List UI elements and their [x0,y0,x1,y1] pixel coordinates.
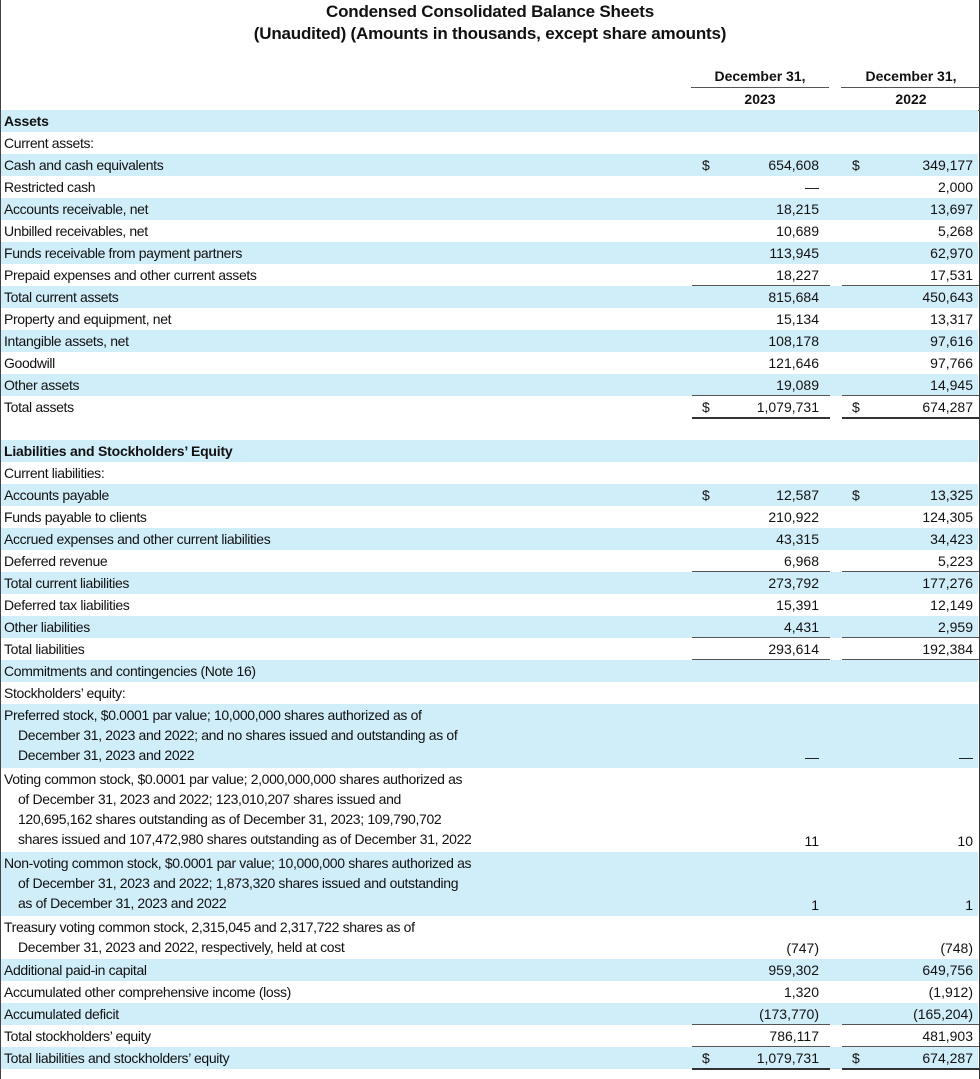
value-2023: 654,608 [768,157,819,173]
row-label-line: December 31, 2023 and 2022; and no shares issued and outstanding as of [18,727,458,743]
row-label: Total liabilities [4,641,85,657]
row-label: Property and equipment, net [4,311,172,327]
table-row [1,352,978,374]
row-label: Other assets [4,377,80,393]
row-label-line: December 31, 2023 and 2022, respectively, held at cost [18,939,345,955]
table-row [1,1025,978,1047]
value-2022: 1 [965,897,973,913]
currency-symbol-2023: $ [702,1050,710,1066]
value-2023: 1,079,731 [756,1050,819,1066]
row-label-line: Preferred stock, $0.0001 par value; 10,000,000 shares authorized as of [4,707,422,723]
table-row [1,638,978,660]
row-label: Additional paid-in capital [4,962,147,978]
table-row [1,264,978,286]
value-2023: — [805,749,819,765]
value-2022: 674,287 [922,1050,973,1066]
value-2022: 10 [957,833,973,849]
row-label: Deferred revenue [4,553,108,569]
table-row [1,176,978,198]
table-row [1,110,978,132]
table-row [1,959,978,981]
row-label: Total current assets [4,289,119,305]
table-row [1,330,978,352]
table-row [1,572,978,594]
table-row [1,308,978,330]
row-label: Goodwill [4,355,55,371]
table-row [1,616,978,638]
value-2023: 1,079,731 [756,399,819,415]
table-row [1,440,978,462]
value-2023: 18,215 [776,201,819,217]
value-2022: 13,325 [930,487,973,503]
page-title: Condensed Consolidated Balance Sheets [326,2,654,21]
table-row [1,1003,978,1025]
value-2023: 786,117 [769,1028,819,1044]
row-label: Current assets: [4,135,94,151]
value-2022: 13,317 [930,311,973,327]
table-row [1,154,978,176]
row-label: Total current liabilities [4,575,130,591]
column-header-2023 [691,65,829,111]
table-row [1,484,978,506]
row-label-line: Voting common stock, $0.0001 par value; 2,000,000,000 shares authorized as [4,771,463,787]
value-2023: 959,302 [768,962,819,978]
value-2023: 815,684 [768,289,819,305]
row-label: Stockholders’ equity: [4,685,126,701]
table-row [1,852,978,916]
value-2022: (165,204) [913,1006,973,1022]
column-header-2022 [841,65,980,111]
table-row [1,462,978,484]
value-2023: 11 [804,833,819,849]
row-label: Accumulated other comprehensive income (loss) [4,984,291,1000]
value-2023: 1,320 [783,984,819,1000]
value-2022: 349,177 [922,157,973,173]
row-label-line: of December 31, 2023 and 2022; 1,873,320 shares issued and outstanding [18,875,459,891]
table-row [1,198,978,220]
currency-symbol-2022: $ [852,1050,860,1066]
row-label: Accumulated deficit [4,1006,119,1022]
value-2023: 10,689 [776,223,819,239]
table-row [1,550,978,572]
row-label: Liabilities and Stockholders’ Equity [4,443,233,459]
value-2022: 97,766 [930,355,973,371]
table-row [1,506,978,528]
value-2022: (748) [940,940,973,956]
table-row [1,286,978,308]
column-header-year: 2023 [691,88,829,111]
page-subtitle: (Unaudited) (Amounts in thousands, except share amounts) [253,24,727,43]
currency-symbol-2023: $ [702,487,710,503]
column-header-year: 2022 [841,88,980,111]
value-2023: 1 [811,897,819,913]
table-row [1,528,978,550]
value-2022: 177,276 [922,575,973,591]
row-label: Funds payable to clients [4,509,147,525]
value-2023: 12,587 [776,487,819,503]
value-2023: 273,792 [768,575,819,591]
row-label: Current liabilities: [4,465,105,481]
table-row [1,242,978,264]
table-row [1,1047,978,1069]
table-row [1,418,978,440]
value-2023: 293,614 [768,641,819,657]
table-row [1,396,978,418]
row-label: Total stockholders’ equity [4,1028,151,1044]
value-2022: 450,643 [922,289,973,305]
value-2023: 19,089 [776,377,819,393]
row-label: Prepaid expenses and other current assets [4,267,257,283]
balance-sheet-table [1,110,978,1069]
row-label-line: Non-voting common stock, $0.0001 par value; 10,000,000 shares authorized as [4,855,472,871]
value-2022: 62,970 [930,245,973,261]
row-label: Restricted cash [4,179,96,195]
row-label: Unbilled receivables, net [4,223,148,239]
total-double-rule [692,1068,830,1070]
value-2022: 192,384 [922,641,973,657]
table-row [1,704,978,768]
value-2022: 34,423 [930,531,973,547]
value-2023: 121,646 [768,355,819,371]
value-2023: 113,945 [769,245,819,261]
value-2023: 43,315 [776,531,819,547]
row-label [4,769,564,849]
value-2022: — [959,749,973,765]
row-label: Commitments and contingencies (Note 16) [4,663,256,679]
column-header-line1: December 31, [841,65,980,88]
value-2023: 15,134 [776,311,819,327]
table-row [1,768,978,852]
value-2022: 5,223 [937,553,973,569]
row-label: Accounts receivable, net [4,201,149,217]
row-label-line: of December 31, 2023 and 2022; 123,010,207 shares issued and [18,791,401,807]
row-label [4,705,564,765]
total-double-rule [842,1068,979,1070]
currency-symbol-2022: $ [852,487,860,503]
row-label: Accounts payable [4,487,109,503]
value-2022: 674,287 [922,399,973,415]
row-label-line: Treasury voting common stock, 2,315,045 and 2,317,722 shares as of [4,919,415,935]
value-2023: 108,178 [768,333,819,349]
table-row [1,660,978,682]
row-label: Deferred tax liabilities [4,597,130,613]
value-2022: 13,697 [930,201,973,217]
table-row [1,220,978,242]
value-2023: (747) [786,940,819,956]
row-label: Other liabilities [4,619,90,635]
row-label [4,853,564,913]
row-label: Total assets [4,399,74,415]
value-2023: — [805,179,819,195]
table-row [1,374,978,396]
table-row [1,916,978,959]
table-row [1,682,978,704]
row-label: Cash and cash equivalents [4,157,164,173]
currency-symbol-2023: $ [702,157,710,173]
currency-symbol-2022: $ [852,399,860,415]
value-2022: 97,616 [930,333,973,349]
value-2022: 5,268 [937,223,973,239]
row-label: Total liabilities and stockholders’ equity [4,1050,230,1066]
value-2022: (1,912) [928,984,973,1000]
value-2022: 2,959 [937,619,973,635]
row-label-line: as of December 31, 2023 and 2022 [18,895,227,911]
row-label: Accrued expenses and other current liabilities [4,531,271,547]
value-2022: 481,903 [922,1028,973,1044]
currency-symbol-2023: $ [702,399,710,415]
value-2023: (173,770) [759,1006,819,1022]
row-label: Funds receivable from payment partners [4,245,243,261]
value-2023: 4,431 [783,619,819,635]
value-2022: 17,531 [930,267,973,283]
table-row [1,132,978,154]
row-label: Intangible assets, net [4,333,129,349]
row-label: Assets [4,113,49,129]
value-2023: 18,227 [776,267,819,283]
value-2022: 124,305 [922,509,973,525]
row-label-line: 120,695,162 shares outstanding as of December 31, 2023; 109,790,702 [18,811,442,827]
value-2022: 12,149 [930,597,973,613]
value-2022: 649,756 [922,962,973,978]
row-label [4,917,564,957]
value-2022: 14,945 [930,377,973,393]
currency-symbol-2022: $ [852,157,860,173]
value-2023: 6,968 [783,553,819,569]
value-2023: 15,391 [776,597,819,613]
row-label-line: shares issued and 107,472,980 shares outstanding as of December 31, 2022 [18,831,472,847]
value-2023: 210,922 [768,509,819,525]
column-header-line1: December 31, [691,65,829,88]
table-row [1,594,978,616]
value-2022: 2,000 [937,179,973,195]
row-label-line: December 31, 2023 and 2022 [18,747,195,763]
table-row [1,981,978,1003]
